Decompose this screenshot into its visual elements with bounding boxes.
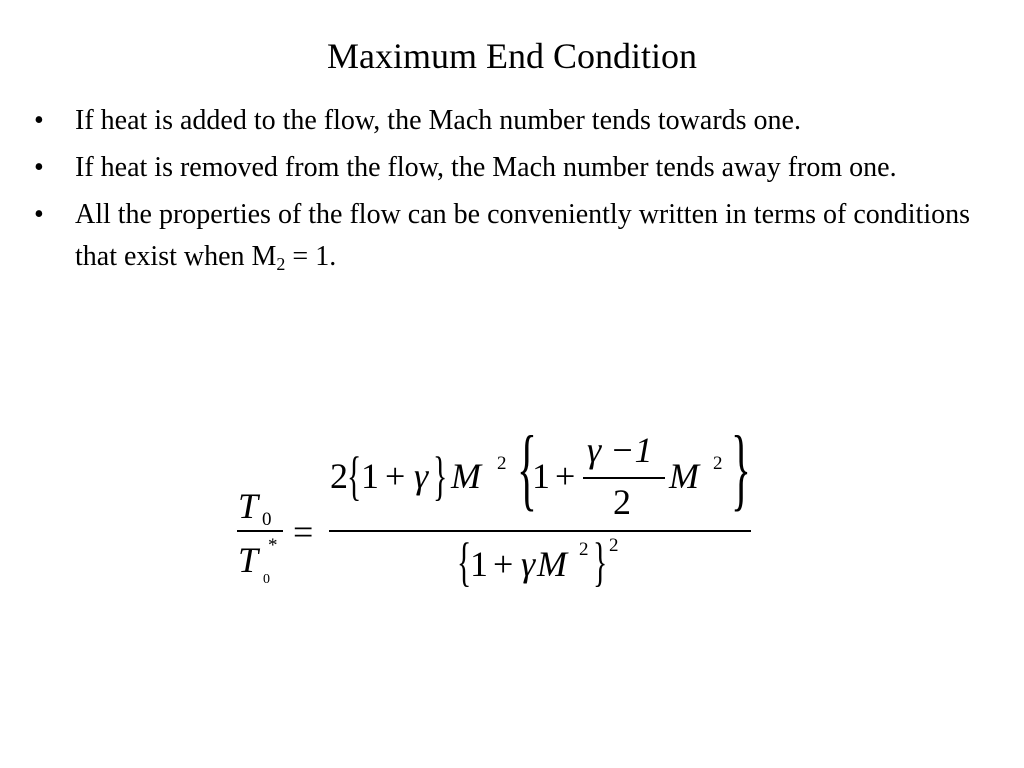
slide-title: Maximum End Condition [326,36,697,76]
fraction-numerator: γ −1 [587,430,653,470]
open-brace: { [517,417,537,519]
bullet-text-part: All the properties of the flow can be conveniently written in terms of conditions that exist when M [75,199,970,272]
close-brace: } [731,417,751,519]
close-brace: } [433,446,448,506]
bullet-item [30,194,990,278]
mach-symbol: M [669,456,699,496]
bullet-list [30,100,990,283]
equals-sign: = [293,512,314,552]
mach-symbol: M [537,544,567,584]
bullet-marker: • [34,152,44,183]
mach-symbol: M [451,456,481,496]
inner-fraction-bar [583,477,665,479]
mach-exponent: 2 [713,453,723,474]
plus-sign: + [493,544,514,584]
plus-sign: + [385,456,406,496]
gamma-symbol: γ [521,544,536,584]
gamma-symbol: γ [414,456,429,496]
lhs-numerator-T: T [238,486,259,526]
bullet-marker: • [34,199,44,230]
bullet-text: If heat is added to the flow, the Mach number tends towards one. [75,105,801,136]
open-brace: { [457,532,472,592]
one: 1 [470,544,488,584]
mach-subscript: 2 [276,254,286,274]
bullet-item [30,100,990,142]
numerator-coefficient: 2 [330,456,348,496]
open-brace: { [347,446,362,506]
temperature-ratio-formula [225,417,785,620]
one: 1 [532,456,550,496]
fraction-denominator: 2 [613,482,631,522]
bullet-text: If heat is removed from the flow, the Mach number tends away from one. [75,152,897,183]
lhs-denominator-subscript: 0 [263,572,270,587]
bullet-text [75,199,970,272]
mach-exponent: 2 [579,539,589,560]
lhs-fraction-bar [237,530,283,532]
bullet-marker: • [34,105,44,136]
lhs-denominator-T: T [238,540,259,580]
plus-sign: + [555,456,576,496]
bullet-item [30,147,990,189]
lhs-numerator-subscript: 0 [262,509,272,530]
main-fraction-bar [329,530,751,532]
mach-exponent: 2 [497,453,507,474]
bullet-text-part: = 1. [285,241,337,272]
denominator-exponent: 2 [609,535,619,556]
lhs-denominator-superscript: * [268,535,278,556]
one: 1 [361,456,379,496]
close-brace: } [593,532,608,592]
